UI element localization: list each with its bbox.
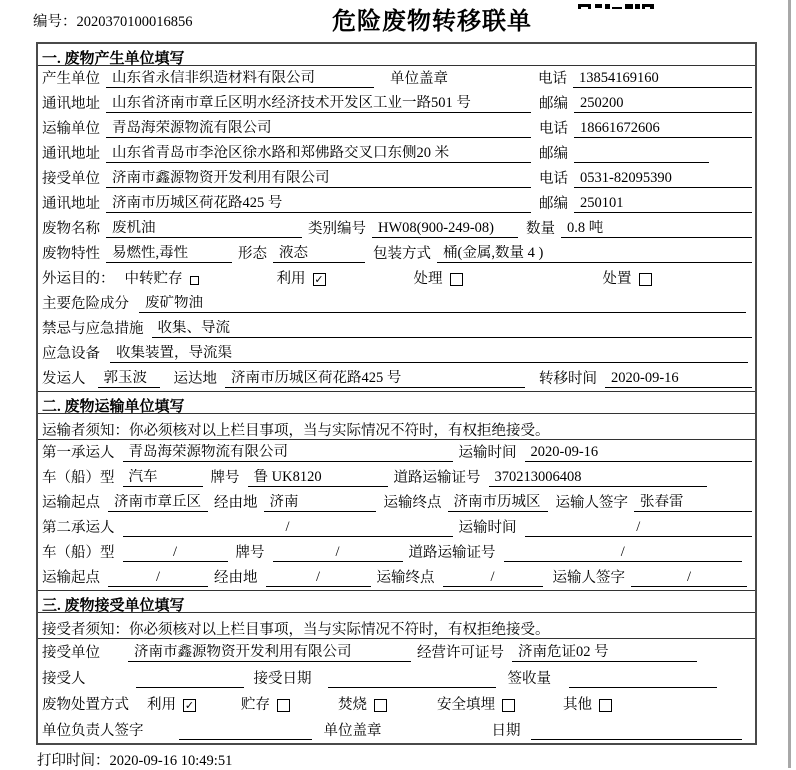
via2-field: / bbox=[266, 569, 371, 587]
form-row bbox=[38, 266, 755, 291]
waste-property-label: 废物特性 bbox=[42, 246, 100, 262]
form-row bbox=[38, 141, 755, 166]
accept-unit-field: 济南市鑫源物资开发利用有限公司 bbox=[128, 644, 411, 662]
check-utilize-label: 利用 bbox=[276, 271, 306, 287]
receiver-unit-field: 济南市鑫源物资开发利用有限公司 bbox=[106, 170, 531, 188]
transporter-unit-field: 青岛海荣源物流有限公司 bbox=[106, 120, 531, 138]
outbound-purpose-label: 外运目的： bbox=[42, 271, 115, 287]
form-row bbox=[38, 291, 755, 316]
transporter-postcode-label: 邮编 bbox=[539, 146, 568, 162]
check-dispose bbox=[603, 272, 652, 287]
form-row bbox=[38, 440, 755, 465]
via-label: 经由地 bbox=[214, 495, 258, 511]
transporter-phone-field: 18661672606 bbox=[574, 120, 752, 138]
destination-field: 济南市历城区荷花路425 号 bbox=[225, 370, 525, 388]
transfer-date-field: 2020-09-16 bbox=[605, 370, 752, 388]
check-other-label: 其他 bbox=[563, 697, 592, 713]
origin-field: 济南市章丘区 bbox=[108, 494, 208, 512]
form-row bbox=[38, 366, 755, 391]
transporter-address-field: 山东省青岛市李沧区徐水路和郑佛路交叉口东侧20 米 bbox=[106, 145, 531, 163]
serial-label: 编号： bbox=[33, 14, 77, 30]
hazard-component-field: 废矿物油 bbox=[139, 295, 746, 313]
section-header: 三. 废物接受单位填写 bbox=[38, 591, 755, 613]
form-row bbox=[38, 241, 755, 266]
check-utilize bbox=[277, 272, 326, 287]
check-storage2 bbox=[241, 698, 290, 713]
check-landfill bbox=[437, 698, 515, 713]
terminal2-label: 运输终点 bbox=[376, 570, 435, 586]
check-landfill-checkbox-unchecked bbox=[502, 699, 515, 712]
section-header: 一. 废物产生单位填写 bbox=[38, 44, 755, 66]
shipper-label: 发运人 bbox=[42, 371, 86, 387]
emergency-measures-field: 收集、导流 bbox=[152, 320, 753, 338]
accept-date-field bbox=[328, 670, 496, 688]
transporter-address-label: 通讯地址 bbox=[42, 146, 100, 162]
receiver-address-field: 济南市历城区荷花路425 号 bbox=[106, 195, 531, 213]
first-carrier-label: 第一承运人 bbox=[42, 445, 115, 461]
serial-number-line bbox=[33, 10, 193, 31]
destination-label: 运达地 bbox=[173, 371, 217, 387]
road-permit2-field: / bbox=[504, 544, 743, 562]
check-treat bbox=[414, 272, 463, 287]
first-carrier-field: 青岛海荣源物流有限公司 bbox=[123, 444, 453, 462]
road-permit-field: 370213006408 bbox=[489, 469, 708, 487]
terminal-field: 济南市历城区 bbox=[448, 494, 548, 512]
road-permit-label: 道路运输证号 bbox=[393, 470, 481, 486]
via2-label: 经由地 bbox=[214, 570, 258, 586]
print-time-label: 打印时间： bbox=[37, 753, 110, 769]
form-row bbox=[38, 166, 755, 191]
producer-phone-field: 13854169160 bbox=[573, 70, 752, 88]
accept-person-label: 接受人 bbox=[42, 671, 86, 687]
transport-date-label: 运输时间 bbox=[458, 445, 517, 461]
transporter-phone-label: 电话 bbox=[539, 121, 568, 137]
terminal-label: 运输终点 bbox=[383, 495, 442, 511]
form-row bbox=[38, 639, 755, 665]
producer-postcode-field: 250200 bbox=[574, 95, 752, 113]
form-row bbox=[38, 717, 755, 743]
road-permit2-label: 道路运输证号 bbox=[408, 545, 496, 561]
license-no-label: 经营许可证号 bbox=[417, 645, 504, 661]
check-utilize2-checkbox-checked: ✓ bbox=[184, 699, 195, 712]
check-incinerate-checkbox-unchecked bbox=[374, 699, 387, 712]
form-state-label: 形态 bbox=[238, 246, 267, 262]
form-row bbox=[38, 91, 755, 116]
check-treat-label: 处理 bbox=[413, 271, 443, 287]
transport-date-field: 2020-09-16 bbox=[525, 444, 753, 462]
check-landfill-label: 安全填埋 bbox=[437, 697, 495, 713]
vehicle-type2-field: / bbox=[123, 544, 228, 562]
packaging-label: 包装方式 bbox=[373, 246, 431, 262]
check-storage2-checkbox-unchecked bbox=[277, 699, 290, 712]
packaging-field: 桶(金属,数量 4 ) bbox=[437, 245, 752, 263]
check-incinerate bbox=[338, 698, 387, 713]
accept-unit-label: 接受单位 bbox=[42, 645, 100, 661]
emergency-equipment-field: 收集装置，导流渠 bbox=[110, 345, 748, 363]
plate-field: 鲁 UK8120 bbox=[248, 469, 388, 487]
check-utilize2-label: 利用 bbox=[147, 697, 176, 713]
section-transporter bbox=[38, 391, 755, 590]
carrier-sign-field: 张春雷 bbox=[634, 494, 752, 512]
unit-seal-label: 单位盖章 bbox=[390, 71, 448, 87]
receipt-qty-field bbox=[569, 670, 717, 688]
license-no-field: 济南危证02 号 bbox=[512, 644, 697, 662]
via-field: 济南 bbox=[264, 494, 376, 512]
transport-date2-field: / bbox=[525, 519, 753, 537]
section-header: 二. 废物运输单位填写 bbox=[38, 392, 755, 414]
second-carrier-label: 第二承运人 bbox=[42, 520, 115, 536]
origin2-label: 运输起点 bbox=[42, 570, 100, 586]
accept-person-field bbox=[136, 670, 244, 688]
form-row bbox=[38, 66, 755, 91]
check-other-checkbox-unchecked bbox=[599, 699, 612, 712]
check-utilize2 bbox=[147, 698, 196, 713]
emergency-equipment-label: 应急设备 bbox=[42, 346, 100, 362]
form-state-field: 液态 bbox=[273, 245, 365, 263]
page-edge-line bbox=[788, 0, 791, 768]
receiver-postcode-field: 250101 bbox=[574, 195, 752, 213]
form-table bbox=[36, 42, 757, 745]
vehicle-type-field: 汽车 bbox=[123, 469, 203, 487]
plate2-field: / bbox=[273, 544, 403, 562]
receiver-phone-field: 0531-82095390 bbox=[574, 170, 752, 188]
producer-unit-field: 山东省永信非织造材料有限公司 bbox=[106, 70, 374, 88]
print-time-value: 2020-09-16 10:49:51 bbox=[109, 753, 233, 769]
second-carrier-field: / bbox=[123, 519, 453, 537]
serial-value: 2020370100016856 bbox=[76, 14, 193, 30]
producer-address-field: 山东省济南市章丘区明水经济技术开发区工业一路501 号 bbox=[106, 95, 531, 113]
form-row bbox=[38, 316, 755, 341]
plate2-label: 牌号 bbox=[235, 545, 265, 561]
waste-name-field: 废机油 bbox=[106, 220, 302, 238]
qr-code-fragment-icon bbox=[578, 0, 658, 9]
accept-date-label: 接受日期 bbox=[253, 671, 312, 687]
receiver-postcode-label: 邮编 bbox=[539, 196, 568, 212]
producer-address-label: 通讯地址 bbox=[42, 96, 100, 112]
producer-unit-label: 产生单位 bbox=[42, 71, 100, 87]
hazard-component-label: 主要危险成分 bbox=[42, 296, 129, 312]
transporter-unit-label: 运输单位 bbox=[42, 121, 100, 137]
quantity-field: 0.8 吨 bbox=[561, 220, 752, 238]
receiver-phone-label: 电话 bbox=[539, 171, 568, 187]
check-transfer-storage bbox=[125, 272, 199, 287]
carrier-sign2-field: / bbox=[631, 569, 747, 587]
waste-property-field: 易燃性,毒性 bbox=[106, 245, 232, 263]
form-row bbox=[38, 191, 755, 216]
category-code-field: HW08(900-249-08) bbox=[372, 220, 518, 238]
receiver-unit-label: 接受单位 bbox=[42, 171, 100, 187]
form-row bbox=[38, 116, 755, 141]
check-treat-checkbox-unchecked bbox=[450, 273, 463, 286]
vehicle-type-label: 车（船）型 bbox=[42, 470, 115, 486]
check-incinerate-label: 焚烧 bbox=[338, 697, 367, 713]
transporter-postcode-field bbox=[574, 145, 709, 163]
date-label: 日期 bbox=[491, 723, 521, 739]
form-row bbox=[38, 465, 755, 490]
notice-row: 运输者须知：你必须核对以上栏目事项，当与实际情况不符时，有权拒绝接受。 bbox=[38, 414, 755, 440]
carrier-sign-label: 运输人签字 bbox=[555, 495, 628, 511]
section-producer bbox=[38, 44, 755, 391]
check-other bbox=[563, 698, 612, 713]
form-row bbox=[38, 515, 755, 540]
page-title: 危险废物转移联单 bbox=[332, 9, 532, 35]
responsible-sign-label: 单位负责人签字 bbox=[42, 723, 144, 739]
check-transfer-storage-label: 中转贮存 bbox=[124, 271, 183, 287]
vehicle-type2-label: 车（船）型 bbox=[42, 545, 115, 561]
responsible-sign-field bbox=[179, 722, 312, 740]
emergency-measures-label: 禁忌与应急措施 bbox=[42, 321, 144, 337]
form-row bbox=[38, 691, 755, 717]
transport-date2-label: 运输时间 bbox=[458, 520, 517, 536]
form-row bbox=[38, 490, 755, 515]
form-row bbox=[38, 665, 755, 691]
section-receiver bbox=[38, 590, 755, 743]
producer-postcode-label: 邮编 bbox=[539, 96, 568, 112]
form-row bbox=[38, 341, 755, 366]
origin2-field: / bbox=[108, 569, 208, 587]
form-row bbox=[38, 540, 755, 565]
check-dispose-label: 处置 bbox=[602, 271, 632, 287]
receipt-qty-label: 签收量 bbox=[507, 671, 551, 687]
date-field bbox=[531, 722, 743, 740]
carrier-sign2-label: 运输人签字 bbox=[552, 570, 625, 586]
check-dispose-checkbox-unchecked bbox=[639, 273, 652, 286]
producer-phone-label: 电话 bbox=[538, 71, 567, 87]
disposal-method-label: 废物处置方式 bbox=[42, 697, 129, 713]
origin-label: 运输起点 bbox=[42, 495, 100, 511]
terminal2-field: / bbox=[443, 569, 543, 587]
receiver-address-label: 通讯地址 bbox=[42, 196, 100, 212]
check-utilize-checkbox-checked: ✓ bbox=[314, 273, 324, 286]
category-code-label: 类别编号 bbox=[308, 221, 366, 237]
notice-row: 接受者须知：你必须核对以上栏目事项，当与实际情况不符时，有权拒绝接受。 bbox=[38, 613, 755, 639]
print-time-line bbox=[37, 749, 232, 770]
form-row bbox=[38, 216, 755, 241]
plate-label: 牌号 bbox=[210, 470, 240, 486]
form-row bbox=[38, 565, 755, 590]
quantity-label: 数量 bbox=[526, 221, 555, 237]
transfer-date-label: 转移时间 bbox=[539, 371, 597, 387]
check-storage2-label: 贮存 bbox=[241, 697, 270, 713]
unit-seal2-label: 单位盖章 bbox=[323, 723, 382, 739]
shipper-field: 郭玉波 bbox=[98, 370, 160, 388]
check-transfer-storage-checkbox-unchecked bbox=[190, 276, 199, 285]
waste-name-label: 废物名称 bbox=[42, 221, 100, 237]
